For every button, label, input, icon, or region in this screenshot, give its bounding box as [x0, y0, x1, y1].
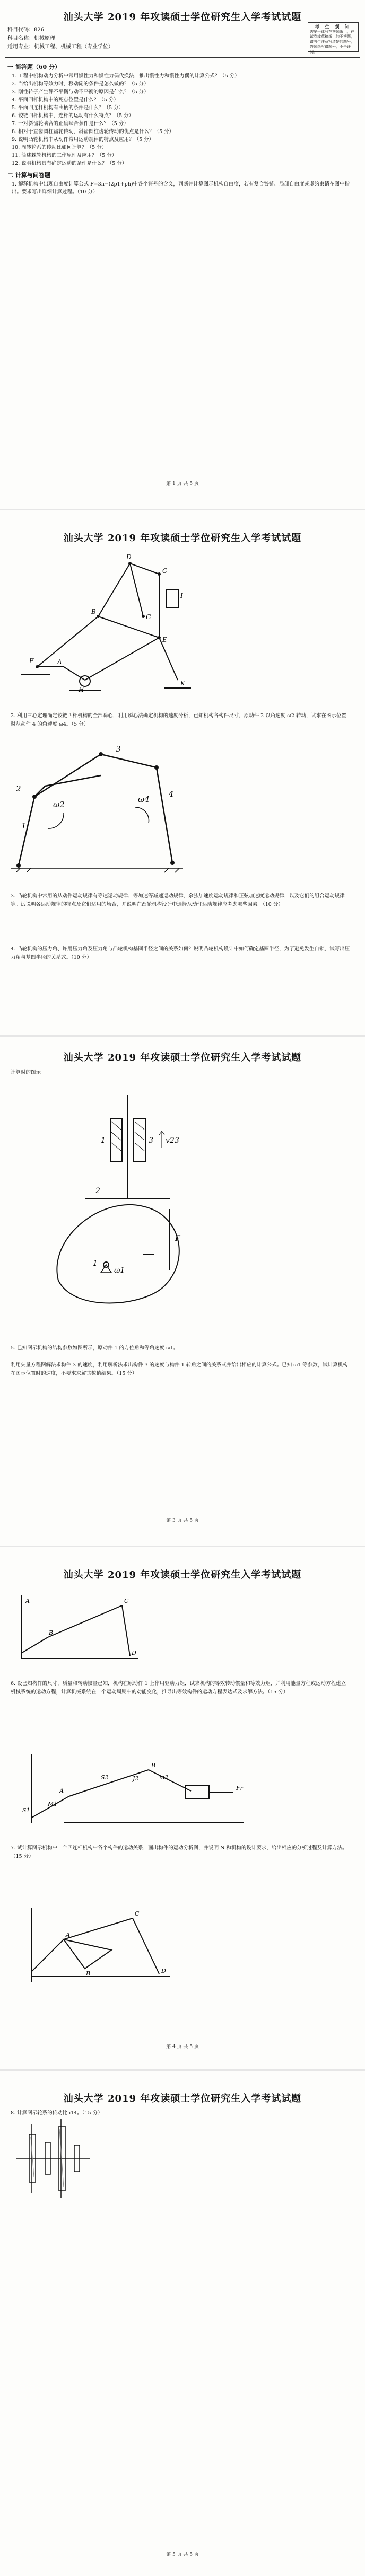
page-3-intro: 计算时的图示 — [11, 1070, 41, 1075]
short-question-6: 6. 铰链四杆机构中，连杆的运动有什么特点？（5 分） — [12, 113, 134, 119]
gear-train-figure — [0, 2071, 365, 2576]
crank-label-m1: M1 — [48, 1801, 58, 1807]
link-label-1: 1 — [21, 821, 27, 831]
figa-label-c: C — [124, 1598, 129, 1604]
question-2-text: 2. 利用三心定理确定铰链四杆机构的全部瞬心，利用瞬心法确定机构的速度分析，已知机构各构件尺寸，原动件 2 以角速度 ω2 转动，试求在图示位置时从动件 4 的角速度 ω4。（5 分） — [11, 713, 346, 727]
joint-label-e: E — [162, 636, 167, 643]
applicable-major: 适用专业：机械工程、机械工程（专业学位） — [7, 44, 114, 50]
crank-force-label: Fr — [236, 1785, 243, 1792]
short-question-11: 11. 简述棘轮机构的工作原理及应用？（5 分） — [12, 153, 117, 158]
joint-label-i: I — [180, 592, 183, 599]
cam-label-1: 1 — [101, 1136, 106, 1145]
short-question-8: 8. 相对于直齿圆柱齿轮传动，斜齿圆柱齿轮传动的优点是什么？（5 分） — [12, 129, 175, 135]
exam-title: 汕头大学 2019 年攻读硕士学位研究生入学考试试题 — [63, 1569, 302, 1581]
joint-label-f: F — [29, 657, 34, 665]
joint-label-g: G — [146, 613, 151, 621]
exam-title: 汕头大学 2019 年攻读硕士学位研究生入学考试试题 — [63, 1052, 302, 1063]
omega-2-label: ω2 — [53, 800, 65, 809]
joint-label-k: K — [180, 680, 185, 687]
figb-label-c: C — [135, 1910, 140, 1917]
question-5-text: 5. 已知图示机构的结构参数如图所示，原动件 1 的方位角和等角速度 ω1。 — [11, 1345, 179, 1351]
short-question-4: 4. 平面四杆机构中的死点位置是什么？（5 分） — [12, 97, 119, 103]
mechanism-figure-b — [0, 1547, 365, 2069]
page-footer-1: 第 1 页 共 5 页 — [166, 481, 199, 487]
exam-page-3 — [0, 1037, 365, 1546]
page-footer-4: 第 4 页 共 5 页 — [166, 2044, 199, 2050]
short-question-2: 2. 当给出机构等效力时，移动副的条件是怎么做的？（5 分） — [12, 81, 149, 87]
crank-label-s2: S2 — [101, 1774, 109, 1781]
exam-page-1 — [0, 0, 365, 509]
figb-label-a: A — [66, 1931, 70, 1938]
crank-label-a: A — [59, 1787, 64, 1794]
crank-label-m2: m2 — [159, 1774, 169, 1781]
exam-page-5 — [0, 2071, 365, 2576]
page-footer-5: 第 5 页 共 5 页 — [166, 2552, 199, 2557]
short-question-9: 9. 说明凸轮机构中从动件常用运动规律的特点及应用？（5 分） — [12, 137, 154, 143]
short-question-5: 5. 平面四连杆机构有曲柄的条件是什么？（5 分） — [12, 105, 124, 111]
link-label-3: 3 — [116, 744, 121, 754]
exam-title: 汕头大学 2019 年攻读硕士学位研究生入学考试试题 — [63, 2093, 302, 2104]
joint-label-b: B — [91, 608, 96, 615]
joint-label-a: A — [57, 658, 62, 666]
exam-title: 汕头大学 2019 年攻读硕士学位研究生入学考试试题 — [63, 533, 302, 544]
section-short-answer: 一 简答题（60 分） — [7, 64, 60, 70]
question-3-text: 3. 凸轮机构中常用的从动件运动规律有等速运动规律、等加速等减速运动规律、余弦加速度运动规律和正弦加速度运动规律，以及它们的组合运动规律等。试说明各运动规律的特点及它们适用的场合，并说明在凸轮机构设计中选择从动件运动规律应考虑哪些因素。（10 分） — [11, 893, 345, 907]
cam-label-crank: 1 — [93, 1259, 98, 1268]
omega-4-label: ω4 — [138, 795, 150, 804]
exam-page-2 — [0, 510, 365, 1035]
short-question-10: 10. 周转轮系的传动比如何计算？（5 分） — [12, 145, 107, 151]
cam-velocity-label: v23 — [166, 1136, 179, 1145]
joint-label-c: C — [162, 567, 168, 575]
short-question-7: 7. 一对斜齿轮啮合的正确啮合条件是什么？（5 分） — [12, 121, 129, 127]
exam-notice-title: 考 生 须 知 — [315, 24, 352, 29]
figa-label-d: D — [132, 1649, 136, 1656]
short-question-3: 3. 刚性转子产生静不平衡与动不平衡的原因是什么？（5 分） — [12, 89, 149, 95]
cam-label-2: 2 — [95, 1187, 100, 1195]
crank-label-j: J2 — [133, 1775, 139, 1782]
page-footer-3: 第 3 页 共 5 页 — [166, 1518, 199, 1523]
joint-label-d: D — [126, 553, 132, 561]
question-5-detail: 利用矢量方程图解法求构件 3 的速度，利用解析法求出构件 3 的速度与构件 1 转角之间的关系式并给出相应的计算公式。已知 ω1 等参数，试计算机构在图示位置时的速度，不要求求解其数值结果。（15 分） — [11, 1362, 348, 1377]
figb-label-d: D — [161, 1968, 166, 1974]
question-8-text: 8. 计算图示轮系的传动比 i14。（15 分） — [11, 2110, 103, 2116]
short-question-12: 12. 说明机构具有确定运动的条件是什么？（5 分） — [12, 161, 127, 166]
short-question-1: 1. 工程中机构动力分析中常用惯性力和惯性力偶代换法，推出惯性力和惯性力偶的计算公式？（5 分） — [12, 73, 240, 79]
figa-label-a: A — [25, 1598, 30, 1604]
question-4-text: 4. 凸轮机构的压力角、许用压力角及压力角与凸轮机构基圆半径之间的关系如何？说明凸轮机构设计中如何确定基圆半径，为了避免发生自锁，试写出压力角与基圆半径的关系式。（10 分） — [11, 946, 350, 960]
figb-label-b: B — [86, 1970, 91, 1977]
figa-label-b: B — [49, 1629, 54, 1636]
cam-force-label: F — [175, 1234, 180, 1243]
exam-notice-body: 需要一律写在答题纸上，在试卷或草稿纸上的不答题，请考生注意写清楚的题号，答题纸写错题号，不予评阅。 — [310, 29, 354, 54]
header-rule — [5, 57, 360, 58]
subject-name: 科目名称：机械原理 — [7, 36, 55, 41]
exam-page-4 — [0, 1547, 365, 2069]
exam-notice-box — [308, 22, 359, 52]
cam-follower-figure — [0, 1037, 365, 1546]
question-6-text: 6. 设已知构件的尺寸，质量和转动惯量已知，机构在原动件 1 上作用驱动力矩，试求机构的等效转动惯量和等效力矩，并利用能量方程或运动方程建立机械系统的运动方程，计算机械系统在一个运动周期中的动能变化，推导出等效构件的运动方程表达式及求解方法。（15 分） — [11, 1681, 346, 1695]
subject-code: 科目代码：826 — [7, 27, 45, 33]
cam-omega-label: ω1 — [114, 1266, 125, 1275]
exam-title: 汕头大学 2019 年攻读硕士学位研究生入学考试试题 — [63, 12, 302, 23]
crank-label-b: B — [151, 1762, 156, 1769]
joint-label-h: H — [79, 686, 84, 693]
calc-question-1: 1. 解释机构中出现自由度计算公式 F=3n−(2p1+ph)中各个符号的含义，判断并计算图示机构自由度，若有复合铰链、局部自由度或虚约束请在图中指出。要求写出详细计算过程。（10 分） — [12, 181, 350, 195]
section-calculation: 二 计算与问答题 — [7, 172, 50, 179]
crank-label-s1: S1 — [22, 1807, 30, 1814]
question-7-text: 7. 试计算图示机构中一个四连杆机构中各个构件的运动关系，画出构件的运动分析图，并说明 N 和机构的设计要求，给出相应的分析过程及计算方法。（15 分） — [11, 1845, 347, 1859]
link-label-4: 4 — [169, 789, 174, 799]
link-label-2: 2 — [16, 784, 21, 793]
cam-label-3: 3 — [149, 1136, 153, 1145]
